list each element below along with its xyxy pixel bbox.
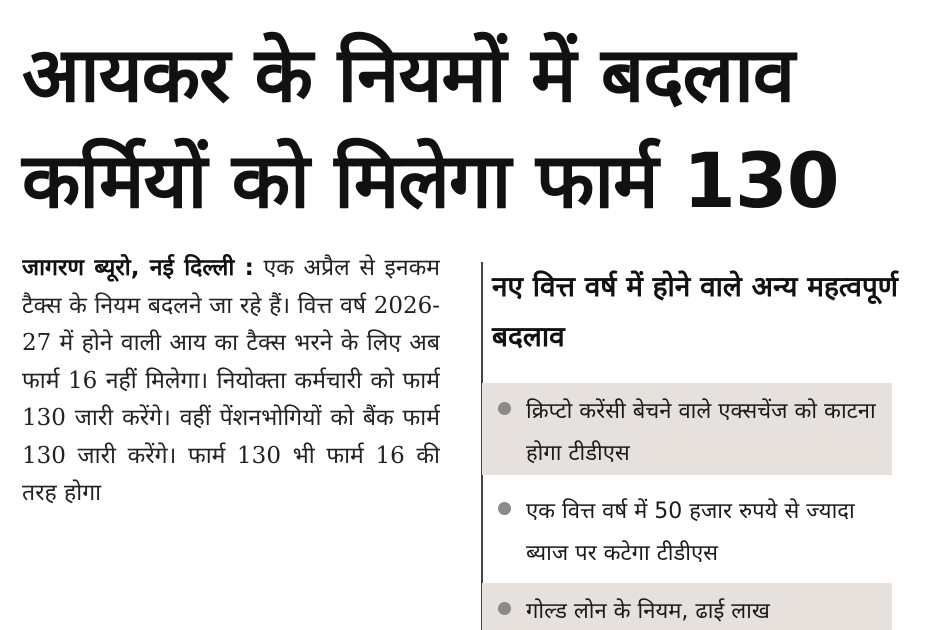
headline-line-2: कर्मियों को मिलेगा फार्म 130 bbox=[22, 136, 839, 225]
headline bbox=[22, 22, 912, 234]
sidebar-list bbox=[482, 383, 892, 630]
list-item bbox=[482, 483, 892, 575]
byline: जागरण ब्यूरो, नई दिल्ली : bbox=[22, 255, 254, 281]
bullet-icon bbox=[498, 402, 511, 415]
list-item-text: क्रिप्टो करेंसी बेचने वाले एक्सचेंज को काटना होगा टीडीएस bbox=[526, 399, 876, 466]
list-item-text: एक वित्त वर्ष में 50 हजार रुपये से ज्यादा ब्याज पर कटेगा टीडीएस bbox=[526, 499, 855, 566]
article-text: एक अप्रैल से इनकम टैक्स के नियम बदलने जा रहे हैं। वित्त वर्ष 2026-27 में होने वाली आय का टैक्स भरने के लिए अब फार्म 16 नहीं मिलेगा। नियोक्ता कर्मचारी को फार्म 130 जारी करेंगे। वहीं पेंशनभोगियों को बैंक फार्म 130 जारी करेंगे। फार्म 130 भी फार्म 16 की तरह होगा bbox=[22, 255, 440, 506]
sidebar-title: नए वित्त वर्ष में होने वाले अन्य महत्वपूर्ण बदलाव bbox=[492, 270, 899, 353]
headline-line-1: आयकर के नियमों में बदलाव bbox=[22, 30, 795, 119]
list-item-text: गोल्ड लोन के नियम, ढाई लाख bbox=[526, 599, 770, 624]
bullet-icon bbox=[498, 502, 511, 515]
article-body bbox=[22, 250, 440, 630]
bullet-icon bbox=[498, 602, 511, 615]
list-item bbox=[482, 383, 892, 475]
list-item bbox=[482, 583, 892, 630]
